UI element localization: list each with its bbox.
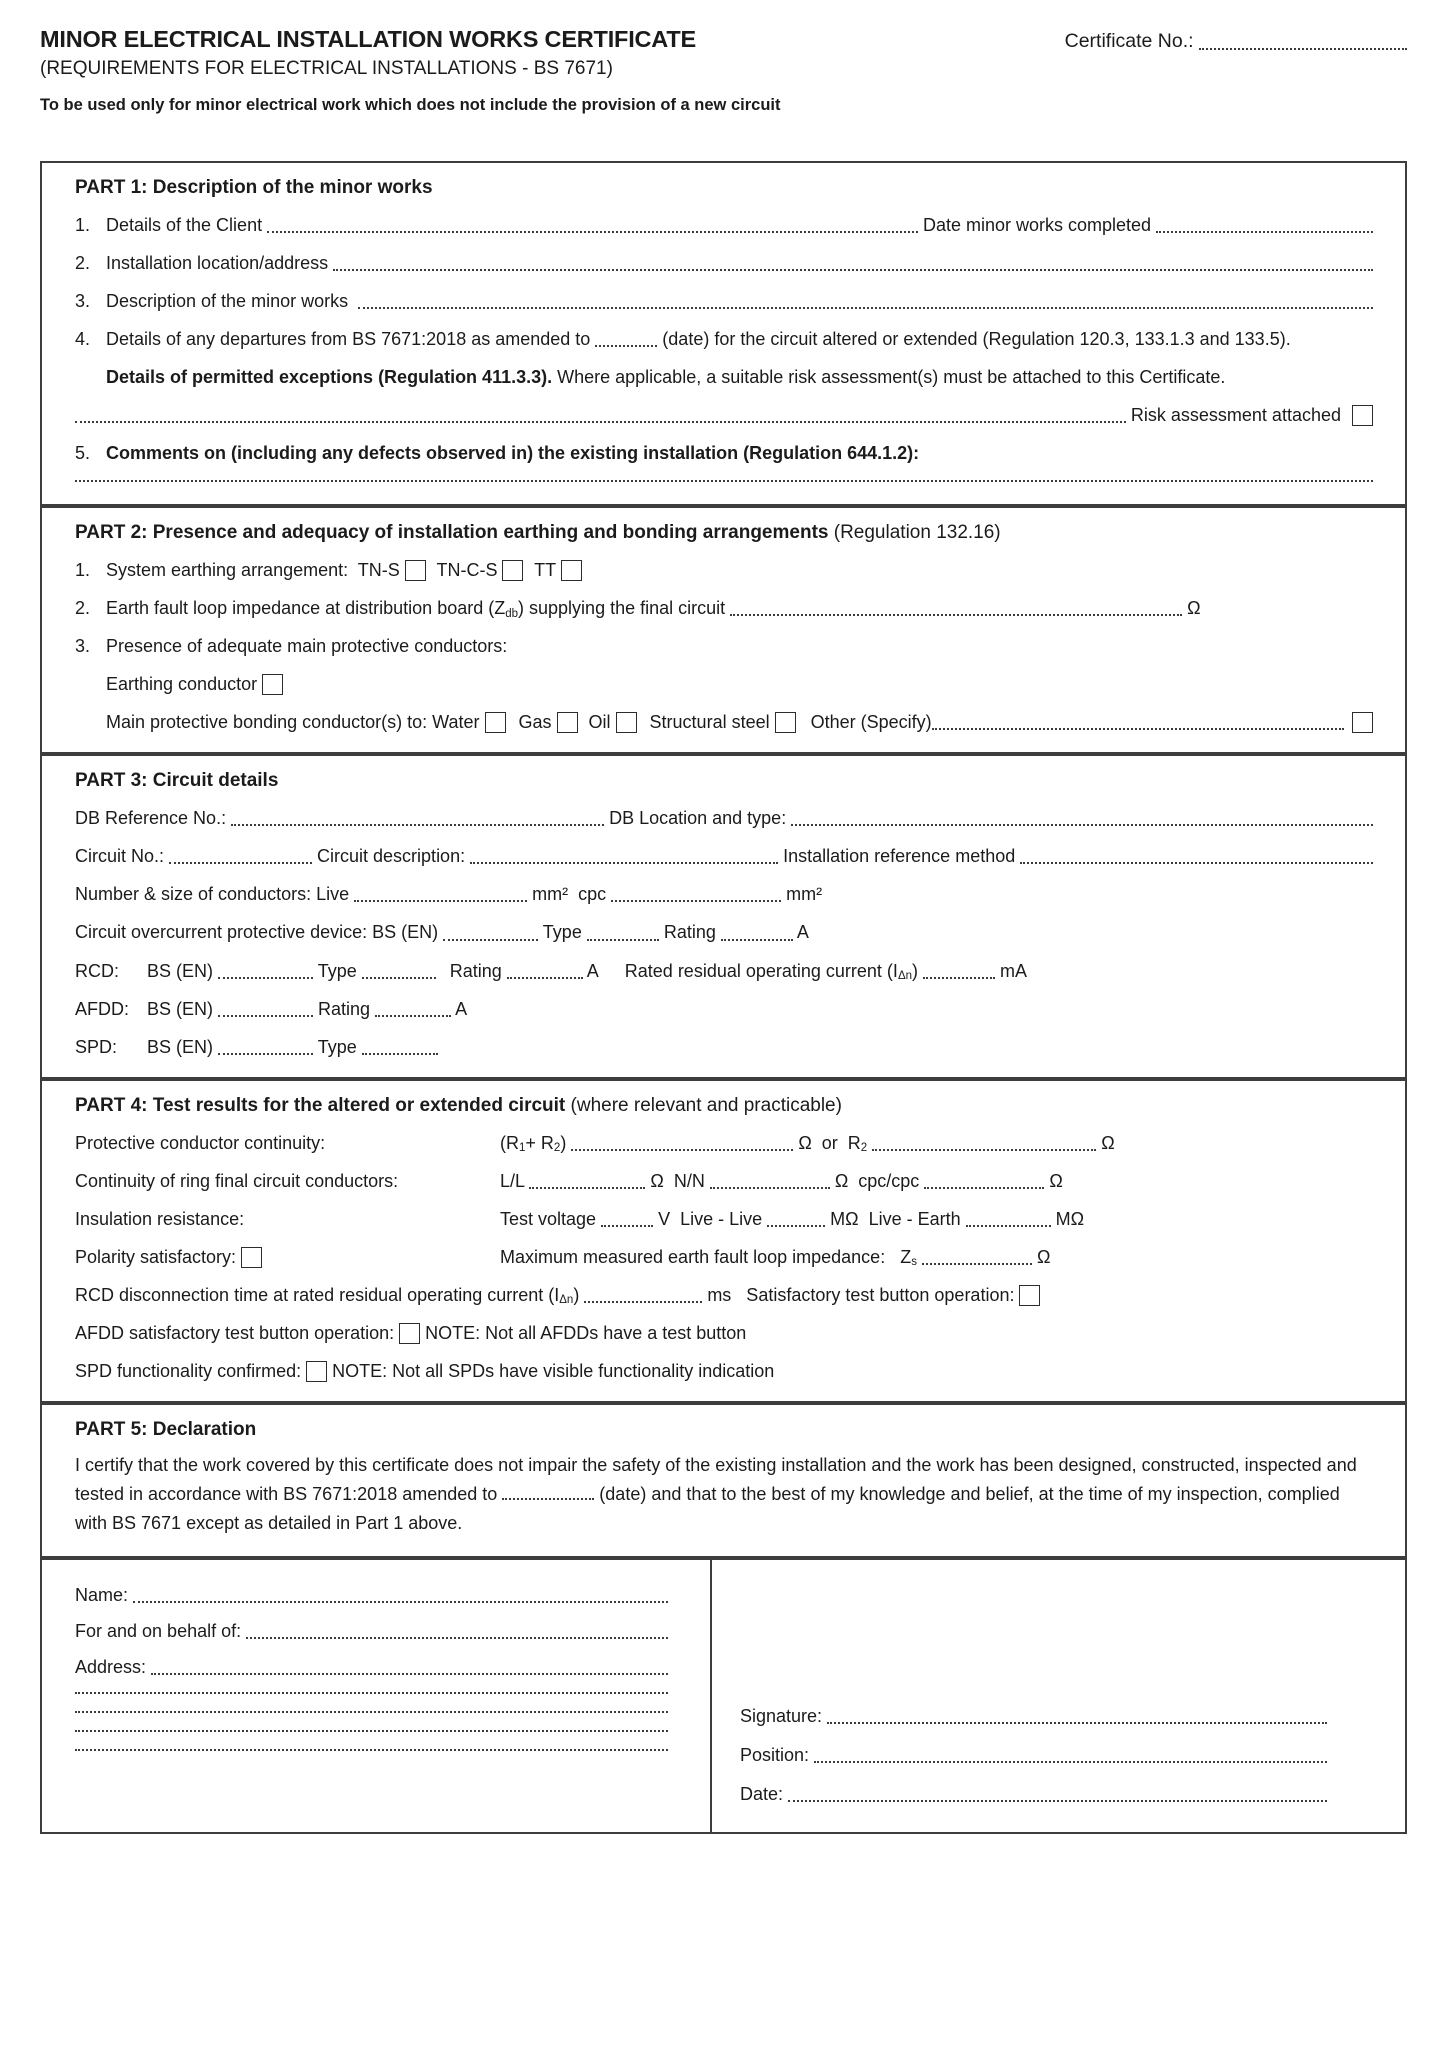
form-line — [75, 1132, 1373, 1155]
checkbox[interactable] — [1019, 1285, 1040, 1306]
label-text: Insulation resistance: — [75, 1208, 245, 1229]
label-text: Where applicable, a suitable risk assessment(s) must be attached to this Certificate. — [552, 367, 1226, 388]
checkbox[interactable] — [399, 1323, 420, 1344]
label-text: NOTE: Not all SPDs have visible functionality indication — [327, 1360, 775, 1381]
form-line — [740, 1744, 1327, 1767]
fill-in-line[interactable] — [246, 1637, 668, 1639]
signatory-identity-column — [42, 1560, 712, 1832]
label-text: Earthing conductor — [106, 674, 263, 695]
subscript-text: db — [505, 607, 519, 620]
form-line — [75, 366, 1373, 389]
part-5-declaration — [40, 1403, 1407, 1558]
signatory-details-box — [40, 1558, 1407, 1834]
form-line — [75, 1730, 668, 1736]
fill-in-line[interactable] — [218, 977, 313, 979]
fill-in-line[interactable] — [75, 1730, 668, 1732]
label-text: BS (EN) — [147, 1036, 219, 1057]
checkbox[interactable] — [561, 560, 582, 581]
subscript-text: 2 — [860, 1141, 868, 1154]
form-line — [75, 1036, 1373, 1059]
form-line — [75, 807, 1373, 830]
part-2-earthing-and-bonding — [40, 506, 1407, 754]
fill-in-line[interactable] — [571, 1149, 793, 1151]
label-text: Circuit overcurrent protective device: BS (EN) — [75, 922, 444, 943]
form-line — [75, 845, 1373, 868]
subscript-text: Δn — [559, 1294, 574, 1307]
usage-note: To be used only for minor electrical work which does not include the provision of a new circuit — [40, 96, 781, 114]
form-line — [75, 1620, 668, 1643]
certificate-number-field — [1065, 30, 1407, 53]
label-text: MΩ Live - Earth — [825, 1208, 966, 1229]
certificate-parts — [40, 161, 1407, 1558]
form-line — [75, 1584, 668, 1607]
item-number: 5. — [75, 443, 91, 464]
label-text: A — [582, 960, 599, 981]
label-text: Structural steel — [644, 712, 775, 733]
label-text: Presence of adequate main protective conductors: — [106, 636, 508, 657]
subscript-text: 1 — [519, 1141, 526, 1154]
part-title — [75, 177, 1373, 199]
label-text: Details of the Client — [106, 215, 268, 235]
fill-in-line[interactable] — [375, 1015, 451, 1017]
label-text: Main protective bonding conductor(s) to: Water — [106, 712, 485, 733]
label-text: Ω N/N — [645, 1170, 710, 1191]
form-line — [75, 1656, 668, 1679]
test-value-column — [500, 1170, 1373, 1193]
label-text: NOTE: Not all AFDDs have a test button — [420, 1322, 747, 1343]
subscript-text: Δn — [897, 969, 913, 982]
label-text: SPD: — [75, 1036, 118, 1057]
label-text: (date) for the circuit altered or extended (Regulation 120.3, 133.1.3 and 133.5). — [657, 329, 1291, 350]
fill-in-line[interactable] — [218, 1015, 313, 1017]
label-text: Date: — [740, 1784, 789, 1805]
form-line — [740, 1783, 1327, 1806]
label-text: Address: — [75, 1657, 152, 1678]
part-title-text: PART 1: Description of the minor works — [75, 177, 433, 198]
label-text: System earthing arrangement: TN-S — [106, 560, 405, 581]
part-1-description-of-minor-works — [40, 161, 1407, 506]
label-text: Description of the minor works — [106, 291, 359, 312]
fill-in-line[interactable] — [75, 421, 1126, 423]
label-text: Signature: — [740, 1706, 828, 1727]
fill-in-line[interactable] — [1156, 231, 1373, 233]
label-text: AFDD satisfactory test button operation: — [75, 1322, 400, 1343]
label-text: Protective conductor continuity: — [75, 1132, 326, 1153]
form-line — [75, 328, 1373, 351]
label-text: Polarity satisfactory: — [75, 1246, 242, 1267]
label-text: Earth fault loop impedance at distribution board (Z — [106, 598, 506, 619]
label-text: Ω or R — [793, 1132, 861, 1153]
label-text: ) supplying the final circuit — [518, 598, 731, 619]
part-title-suffix: (where relevant and practicable) — [565, 1094, 842, 1116]
fill-in-line[interactable] — [601, 1225, 653, 1227]
label-text: Rating — [313, 998, 376, 1019]
certificate-header — [40, 26, 1407, 115]
fill-in-line[interactable] — [730, 614, 1182, 616]
fill-in-line[interactable] — [924, 1187, 1044, 1189]
label-text: Continuity of ring final circuit conductors: — [75, 1170, 399, 1191]
checkbox[interactable] — [262, 674, 283, 695]
page-title: MINOR ELECTRICAL INSTALLATION WORKS CERTIFICATE — [40, 26, 696, 52]
form-line — [75, 1284, 1373, 1307]
form-line — [75, 1170, 1373, 1193]
part-title — [75, 522, 1373, 544]
label-text: Type — [538, 922, 587, 943]
form-line — [75, 1360, 1373, 1383]
label-text: For and on behalf of: — [75, 1621, 247, 1642]
fill-in-line[interactable] — [362, 1053, 438, 1055]
form-line — [75, 1322, 1373, 1345]
form-line — [75, 214, 1373, 237]
label-text: Oil — [583, 712, 616, 733]
part-3-circuit-details — [40, 754, 1407, 1078]
form-line — [75, 559, 1373, 582]
label-text: Name: — [75, 1585, 134, 1606]
label-text: Gas — [513, 712, 557, 733]
fill-in-line[interactable] — [354, 900, 527, 902]
test-value-column — [500, 1132, 1373, 1155]
fill-in-line[interactable] — [721, 939, 793, 941]
fill-in-line[interactable] — [231, 824, 604, 826]
item-number: 2. — [75, 253, 91, 274]
label-text: Rating — [658, 922, 721, 943]
fill-in-line[interactable] — [710, 1187, 830, 1189]
form-line — [75, 998, 1373, 1021]
checkbox[interactable] — [485, 712, 506, 733]
label-text: Installation location/address — [106, 253, 334, 274]
checkbox[interactable] — [1352, 405, 1373, 426]
checkbox[interactable] — [1352, 712, 1373, 733]
label-text: mm² — [781, 884, 823, 905]
fill-in-line[interactable] — [502, 1498, 594, 1500]
fill-in-line[interactable] — [827, 1722, 1327, 1724]
test-label-column — [75, 1132, 500, 1155]
checkbox[interactable] — [502, 560, 523, 581]
checkbox[interactable] — [306, 1361, 327, 1382]
form-line — [75, 480, 1373, 486]
fill-in-line[interactable] — [966, 1225, 1051, 1227]
form-line — [740, 1705, 1327, 1728]
fill-in-line[interactable] — [595, 345, 657, 347]
form-line — [75, 960, 1373, 983]
part-title-text: PART 3: Circuit details — [75, 770, 279, 792]
label-text: V Live - Live — [653, 1208, 768, 1229]
item-number: 4. — [75, 329, 91, 350]
label-text: TN-C-S — [431, 560, 503, 581]
label-text: SPD functionality confirmed: — [75, 1360, 307, 1381]
form-line — [75, 252, 1373, 275]
label-text: L/L — [500, 1170, 530, 1191]
label-text: A — [451, 998, 468, 1019]
label-text: I certify that the work covered by this certificate does not impair the safety of the existing installation and the work has been designed, constructed, inspected and tested in accordance with BS 7671:2018 amended to — [75, 1454, 1362, 1504]
fill-in-line[interactable] — [218, 1053, 313, 1055]
checkbox[interactable] — [775, 712, 796, 733]
form-line — [75, 921, 1373, 944]
fill-in-line[interactable] — [75, 1692, 668, 1694]
label-text: Circuit description: — [312, 846, 471, 867]
label-text: RCD disconnection time at rated residual operating current (I — [75, 1284, 560, 1305]
fill-in-line[interactable] — [358, 307, 1373, 309]
fill-in-line[interactable] — [814, 1761, 1327, 1763]
item-number: 1. — [75, 215, 91, 235]
label-text: A — [792, 922, 809, 943]
label-text: ) — [573, 1284, 585, 1305]
form-line — [75, 1692, 668, 1698]
label-text: (R — [500, 1132, 519, 1153]
label-text: Ω — [1031, 1246, 1051, 1267]
checkbox[interactable] — [616, 712, 637, 733]
label-text — [867, 1132, 872, 1155]
fill-in-line[interactable] — [611, 900, 781, 902]
label-text: Ω — [1096, 1132, 1115, 1153]
checkbox[interactable] — [241, 1247, 262, 1268]
page-subtitle: (REQUIREMENTS FOR ELECTRICAL INSTALLATIONS - BS 7671) — [40, 58, 613, 79]
test-value-column — [500, 1246, 1373, 1269]
label-text: Risk assessment attached — [1125, 405, 1346, 426]
label-text: (date) and that to the best of my knowledge and belief, at the time of my inspection, complied with BS 7671 except as detailed in Part 1 above. — [75, 1483, 1345, 1534]
label-text: Rated residual operating current (I — [624, 960, 898, 981]
fill-in-line[interactable] — [470, 862, 778, 864]
subscript-text: s — [911, 1256, 917, 1268]
fill-in-line[interactable] — [1020, 862, 1373, 864]
fill-in-line[interactable] — [75, 480, 1373, 482]
fill-in-line[interactable] — [75, 1749, 668, 1751]
fill-in-line[interactable] — [133, 1601, 668, 1603]
label-text: ) — [912, 960, 924, 981]
label-text — [917, 1246, 922, 1269]
fill-in-line[interactable] — [791, 824, 1373, 826]
certificate-number-label: Certificate No.: — [1064, 30, 1199, 52]
test-value-column — [500, 1208, 1373, 1231]
label-text: mm² cpc — [527, 884, 612, 905]
label-text: ) — [560, 1132, 572, 1153]
label-text: Details of any departures from BS 7671:2018 as amended to — [106, 329, 596, 350]
form-line — [75, 1711, 668, 1717]
label-text: Type — [313, 960, 362, 981]
label-text: Circuit No.: — [75, 846, 170, 867]
fill-in-line[interactable] — [922, 1263, 1032, 1265]
fill-in-line[interactable] — [932, 728, 1344, 730]
signature-column — [712, 1560, 1405, 1832]
label-text: ms Satisfactory test button operation: — [702, 1284, 1020, 1305]
label-text: Position: — [740, 1745, 815, 1766]
part-4-test-results — [40, 1079, 1407, 1403]
checkbox[interactable] — [405, 560, 426, 581]
part-title — [75, 770, 1373, 792]
form-line — [75, 711, 1373, 734]
form-line — [75, 1208, 1373, 1231]
label-text: DB Location and type: — [604, 808, 792, 829]
label-text: Other (Specify) — [805, 712, 932, 733]
form-line — [75, 404, 1373, 427]
label-text: Date minor works completed — [917, 215, 1157, 235]
form-line — [75, 1451, 1373, 1538]
label-text: BS (EN) — [147, 960, 219, 981]
label-text: Ω — [1044, 1170, 1063, 1191]
form-line — [75, 635, 1373, 658]
label-text: MΩ — [1050, 1208, 1085, 1229]
form-line — [75, 597, 1373, 620]
part-title-suffix: (Regulation 132.16) — [828, 522, 1001, 544]
label-text: Ω — [1182, 598, 1201, 619]
item-number: 3. — [75, 291, 91, 312]
label-text: Maximum measured earth fault loop impedance: Z — [500, 1246, 912, 1267]
subscript-text: 2 — [553, 1141, 561, 1154]
test-label-column — [75, 1246, 500, 1269]
label-text: DB Reference No.: — [75, 808, 232, 829]
label-text: Details of permitted exceptions (Regulation 411.3.3). — [106, 367, 553, 388]
label-text: Type — [313, 1036, 362, 1057]
item-number: 2. — [75, 598, 91, 619]
label-text: Test voltage — [500, 1208, 602, 1229]
part-title-text: PART 5: Declaration — [75, 1418, 257, 1440]
form-line — [75, 883, 1373, 906]
label-text: Number & size of conductors: Live — [75, 884, 355, 905]
label-text: Rating — [449, 960, 507, 981]
test-label-column — [75, 1170, 500, 1193]
label-text: BS (EN) — [147, 998, 219, 1019]
form-line — [75, 673, 1373, 696]
fill-in-line[interactable] — [872, 1149, 1096, 1151]
fill-in-line[interactable] — [169, 862, 312, 864]
fill-in-line[interactable] — [75, 1711, 668, 1713]
fill-in-line[interactable] — [267, 231, 918, 233]
certificate-number-fill-in-line[interactable] — [1199, 48, 1407, 50]
label-text: Comments on (including any defects observed in) the existing installation (Regulation 644.1.2): — [106, 443, 920, 464]
part-title-text: PART 4: Test results for the altered or extended circuit — [75, 1094, 566, 1116]
label-text: Installation reference method — [778, 846, 1021, 867]
form-line — [75, 1749, 668, 1755]
checkbox[interactable] — [557, 712, 578, 733]
label-text: TT — [529, 560, 561, 581]
label-text: + R — [525, 1132, 554, 1153]
title-row — [40, 26, 1407, 53]
part-title — [75, 1419, 1373, 1441]
fill-in-line[interactable] — [923, 977, 995, 979]
label-text: Ω cpc/cpc — [829, 1170, 925, 1191]
item-number: 3. — [75, 636, 91, 657]
fill-in-line[interactable] — [584, 1301, 702, 1303]
label-text: AFDD: — [75, 998, 129, 1019]
test-label-column — [75, 1208, 500, 1231]
form-line — [75, 290, 1373, 313]
fill-in-line[interactable] — [362, 977, 436, 979]
fill-in-line[interactable] — [788, 1800, 1327, 1802]
fill-in-line[interactable] — [529, 1187, 645, 1189]
form-line — [75, 1246, 1373, 1269]
fill-in-line[interactable] — [587, 939, 659, 941]
fill-in-line[interactable] — [507, 977, 583, 979]
fill-in-line[interactable] — [151, 1673, 668, 1675]
fill-in-line[interactable] — [443, 939, 538, 941]
part-title — [75, 1095, 1373, 1117]
fill-in-line[interactable] — [333, 269, 1373, 271]
fill-in-line[interactable] — [767, 1225, 825, 1227]
item-number: 1. — [75, 560, 91, 581]
form-line — [75, 442, 1373, 465]
label-text: mA — [995, 960, 1028, 981]
label-text: RCD: — [75, 960, 119, 981]
part-title-text: PART 2: Presence and adequacy of installation earthing and bonding arrangements — [75, 522, 829, 544]
